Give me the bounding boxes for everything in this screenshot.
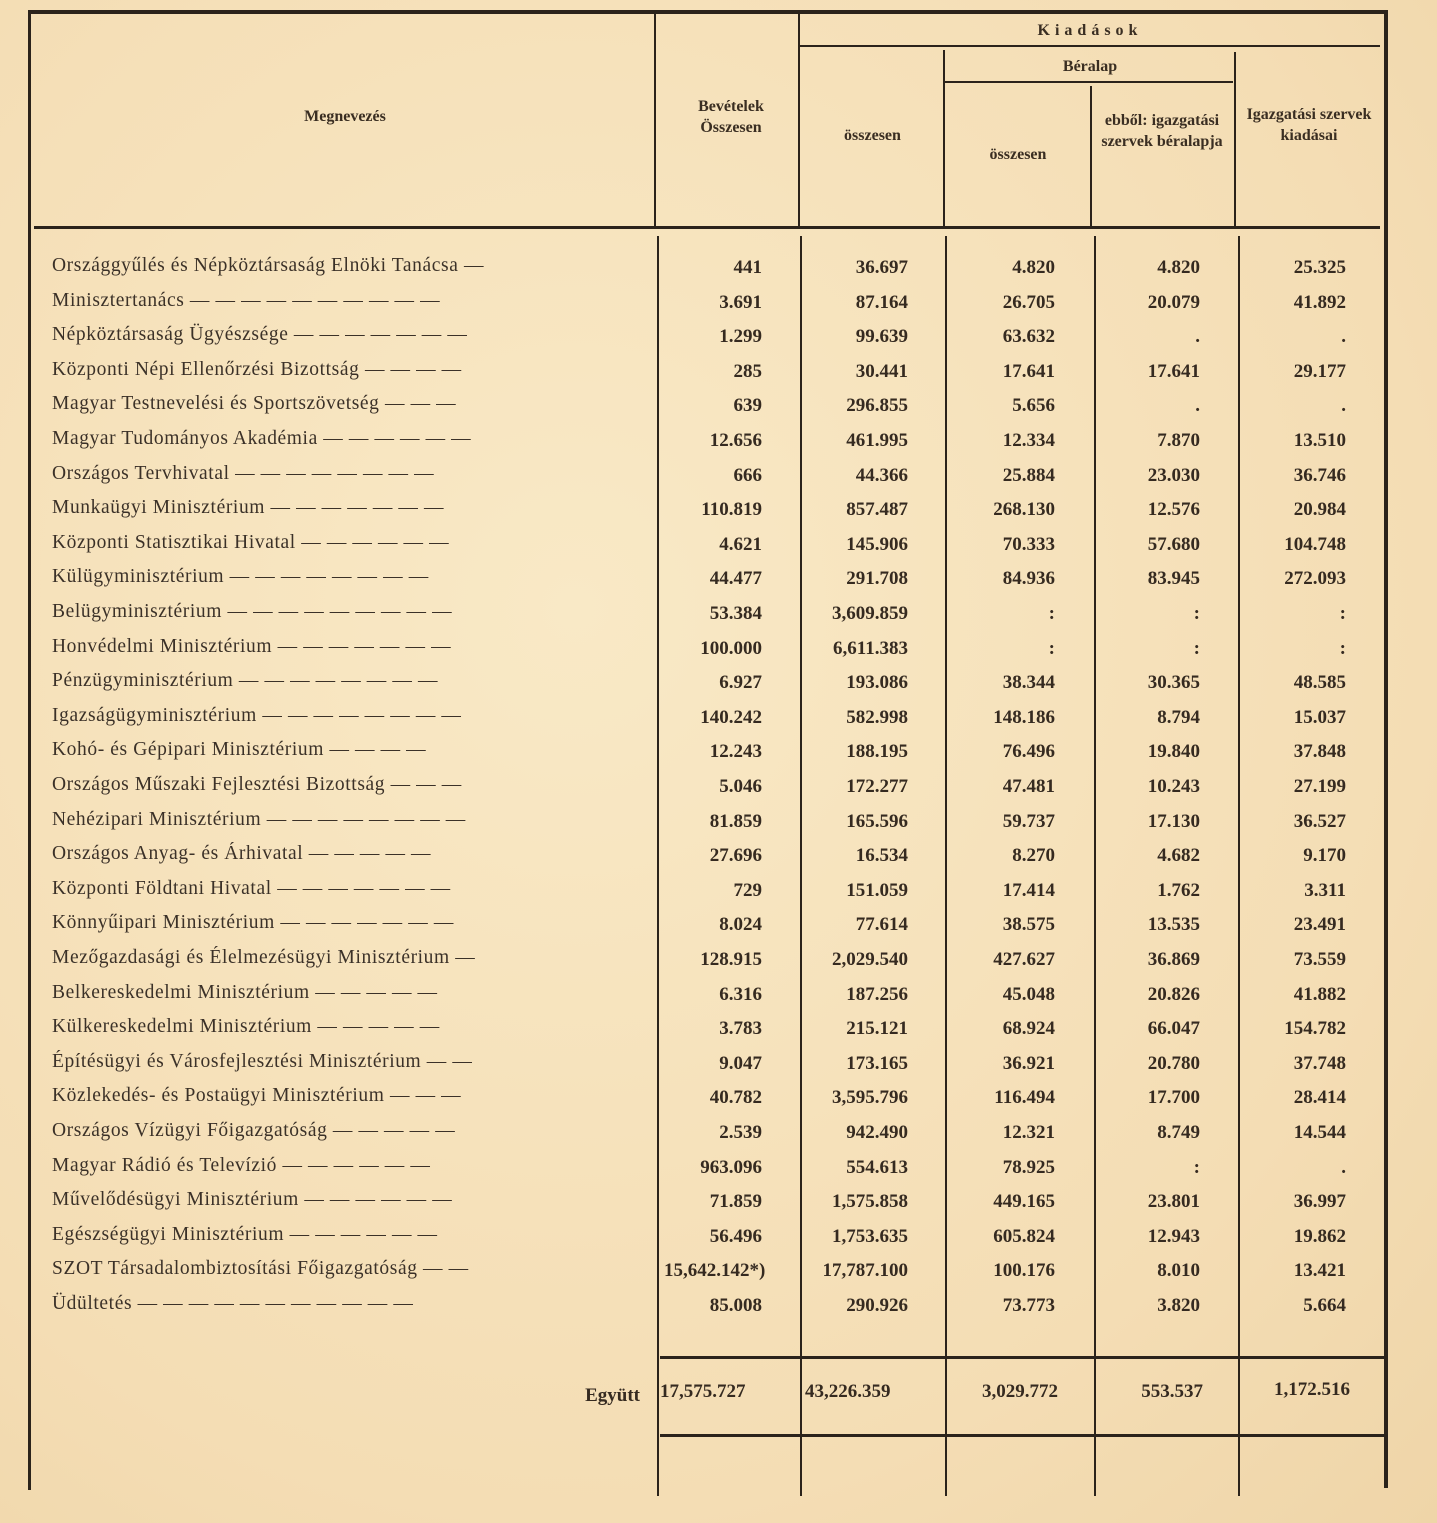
row-name: Magyar Tudományos Akadémia — — — — — —: [52, 428, 472, 449]
cell-exp-total: 30.441: [855, 360, 908, 382]
cell-admin-exp: .: [1341, 326, 1346, 348]
cell-revenue: 2.539: [719, 1122, 762, 1143]
cell-wage-admin: :: [1193, 1156, 1200, 1178]
cell-admin-exp: 15.037: [1293, 706, 1346, 728]
header-expenditures-group: Kiadások: [1037, 22, 1143, 39]
cell-admin-exp: 48.585: [1293, 672, 1346, 694]
cell-exp-total: 99.639: [855, 326, 908, 348]
col-divider-1b: [657, 236, 659, 1496]
cell-wage-admin: 23.801: [1147, 1191, 1200, 1213]
cell-exp-total: 36.697: [855, 257, 908, 278]
cell-wage-total: 8.270: [1012, 845, 1055, 867]
cell-wage-total: 427.627: [993, 949, 1055, 970]
cell-wage-admin: 57.680: [1147, 533, 1200, 555]
row-name: Igazságügyminisztérium — — — — — — — —: [52, 704, 462, 726]
cell-admin-exp: 36.997: [1293, 1191, 1346, 1213]
cell-revenue: 81.859: [709, 810, 762, 832]
cell-wage-admin: 4.682: [1157, 845, 1200, 867]
cell-revenue: 56.496: [709, 1225, 762, 1247]
header-wage-fund-admin: ebből: igazgatási szervek béralapja: [1101, 112, 1223, 150]
header-admin-expenditures: Igazgatási szervek kiadásai: [1246, 106, 1372, 144]
cell-revenue: 441: [733, 257, 762, 278]
cell-revenue: 44.477: [709, 568, 762, 590]
cell-exp-total: 2,029.540: [832, 949, 908, 970]
col-divider-3b: [945, 236, 947, 1496]
cell-revenue: 1.299: [719, 326, 762, 348]
cell-revenue: 285: [733, 360, 762, 382]
row-name: Kohó- és Gépipari Minisztérium — — — —: [52, 739, 427, 761]
cell-revenue: 15,642.142*): [664, 1260, 766, 1282]
cell-admin-exp: 41.882: [1293, 983, 1346, 1005]
cell-wage-total: 70.333: [1002, 533, 1055, 555]
cell-wage-total: 38.575: [1002, 914, 1055, 936]
cell-wage-admin: 12.943: [1147, 1225, 1200, 1247]
cell-admin-exp: 36.527: [1293, 810, 1346, 832]
cell-wage-total: 84.936: [1002, 568, 1055, 590]
beralap-underline: [945, 81, 1233, 83]
cell-wage-total: 26.705: [1002, 291, 1055, 313]
cell-exp-total: 87.164: [855, 291, 908, 313]
cell-exp-total: 77.614: [855, 914, 908, 936]
row-name: Belügyminisztérium — — — — — — — — —: [52, 601, 453, 622]
total-revenue: 17,575.727: [660, 1381, 746, 1402]
row-name: Magyar Testnevelési és Sportszövetség — — —: [52, 393, 457, 415]
cell-revenue: 963.096: [700, 1156, 762, 1178]
cell-exp-total: 1,753.635: [832, 1225, 908, 1247]
cell-wage-total: 17.641: [1002, 360, 1055, 382]
cell-admin-exp: 27.199: [1293, 776, 1346, 797]
cell-exp-total: 296.855: [846, 395, 908, 417]
cell-exp-total: 942.490: [846, 1122, 908, 1143]
cell-exp-total: 187.256: [846, 983, 908, 1005]
row-name: Nehézipari Minisztérium — — — — — — — —: [52, 808, 466, 830]
cell-revenue: 729: [733, 879, 762, 901]
row-name: Munkaügyi Minisztérium — — — — — — —: [52, 497, 445, 519]
row-name: SZOT Társadalombiztosítási Főigazgatóság — —: [52, 1258, 469, 1280]
header-bottom-rule: [34, 226, 1380, 229]
cell-admin-exp: 19.862: [1293, 1225, 1346, 1247]
row-name: Könnyűipari Minisztérium — — — — — — —: [52, 912, 454, 934]
cell-wage-total: 38.344: [1002, 672, 1055, 694]
col-divider-5b: [1238, 236, 1240, 1496]
row-name: Minisztertanács — — — — — — — — — —: [52, 289, 441, 311]
cell-admin-exp: 3.311: [1304, 879, 1346, 901]
cell-exp-total: 188.195: [846, 741, 908, 763]
row-name: Központi Statisztikai Hivatal — — — — — —: [52, 531, 450, 553]
cell-wage-admin: 23.030: [1147, 464, 1200, 486]
cell-admin-exp: 5.664: [1303, 1295, 1346, 1316]
cell-exp-total: 17,787.100: [822, 1260, 908, 1282]
total-top-rule: [660, 1356, 1386, 1359]
cell-wage-admin: 17.130: [1147, 810, 1200, 832]
cell-wage-admin: .: [1195, 395, 1200, 417]
cell-wage-total: 4.820: [1012, 257, 1055, 278]
row-name: Külkereskedelmi Minisztérium — — — — —: [52, 1016, 440, 1038]
cell-wage-total: :: [1048, 603, 1055, 624]
cell-exp-total: 3,609.859: [832, 603, 908, 624]
cell-wage-total: 73.773: [1002, 1295, 1055, 1316]
cell-revenue: 6.316: [719, 983, 762, 1005]
cell-exp-total: 461.995: [846, 430, 908, 451]
cell-exp-total: 172.277: [846, 776, 908, 797]
cell-wage-admin: 8.010: [1157, 1260, 1200, 1282]
cell-wage-admin: 13.535: [1147, 914, 1200, 936]
row-name: Egészségügyi Minisztérium — — — — — —: [52, 1223, 438, 1245]
cell-wage-total: 36.921: [1002, 1052, 1055, 1074]
header-wage-fund-total: összesen: [989, 146, 1047, 163]
cell-exp-total: 145.906: [846, 533, 908, 555]
cell-admin-exp: 73.559: [1293, 949, 1346, 970]
cell-wage-admin: 4.820: [1157, 257, 1200, 278]
cell-admin-exp: 104.748: [1284, 533, 1346, 555]
cell-exp-total: 290.926: [846, 1295, 908, 1316]
cell-wage-total: 45.048: [1002, 983, 1055, 1005]
cell-admin-exp: :: [1339, 603, 1346, 624]
cell-admin-exp: 28.414: [1293, 1087, 1346, 1109]
cell-wage-total: 12.334: [1002, 430, 1055, 451]
cell-exp-total: 291.708: [846, 568, 908, 590]
total-wage-total: 3,029.772: [982, 1381, 1058, 1402]
cell-exp-total: 1,575.858: [832, 1191, 908, 1213]
row-name: Üdültetés — — — — — — — — — — —: [52, 1293, 414, 1314]
cell-wage-total: 605.824: [993, 1225, 1055, 1247]
kiadasok-underline: [800, 45, 1380, 47]
cell-wage-total: 59.737: [1002, 810, 1055, 832]
cell-wage-admin: 8.794: [1157, 706, 1200, 728]
row-name: Országos Tervhivatal — — — — — — — —: [52, 462, 435, 484]
cell-admin-exp: 29.177: [1293, 360, 1346, 382]
cell-revenue: 12.243: [709, 741, 762, 763]
cell-admin-exp: 37.848: [1293, 741, 1346, 763]
cell-wage-admin: 30.365: [1147, 672, 1200, 694]
cell-wage-total: 148.186: [993, 706, 1055, 728]
table-top-border: [28, 10, 1386, 14]
cell-exp-total: 554.613: [846, 1156, 908, 1178]
header-name: Megnevezés: [304, 108, 386, 125]
col-divider-1: [654, 14, 656, 226]
total-exp-total: 43,226.359: [805, 1381, 891, 1402]
cell-revenue: 53.384: [709, 603, 762, 624]
cell-revenue: 40.782: [709, 1087, 762, 1109]
cell-wage-admin: 19.840: [1147, 741, 1200, 763]
cell-revenue: 3.691: [719, 291, 762, 313]
cell-revenue: 4.621: [719, 533, 762, 555]
cell-exp-total: 193.086: [846, 672, 908, 694]
cell-wage-admin: 36.869: [1147, 949, 1200, 970]
cell-wage-total: :: [1048, 637, 1055, 659]
row-name: Országos Anyag- és Árhivatal — — — — —: [52, 843, 432, 865]
cell-wage-total: 68.924: [1002, 1018, 1055, 1040]
cell-wage-total: 5.656: [1012, 395, 1055, 417]
row-name: Külügyminisztérium — — — — — — — —: [52, 566, 429, 588]
cell-wage-admin: 8.749: [1157, 1122, 1200, 1143]
cell-revenue: 140.242: [700, 706, 762, 728]
cell-admin-exp: 154.782: [1284, 1018, 1346, 1040]
cell-admin-exp: .: [1341, 1156, 1346, 1178]
cell-wage-admin: 1.762: [1157, 879, 1200, 901]
row-name: Országos Műszaki Fejlesztési Bizottság — — —: [52, 774, 462, 795]
cell-revenue: 666: [733, 464, 762, 486]
row-name: Mezőgazdasági és Élelmezésügyi Minisztérium —: [52, 947, 476, 968]
cell-wage-admin: 17.641: [1147, 360, 1200, 382]
cell-wage-admin: 7.870: [1157, 430, 1200, 451]
col-divider-4b: [1094, 236, 1096, 1496]
cell-revenue: 12.656: [709, 430, 762, 451]
cell-wage-total: 116.494: [994, 1087, 1055, 1109]
row-name: Országgyűlés és Népköztársaság Elnöki Tanácsa —: [52, 255, 485, 276]
cell-exp-total: 173.165: [846, 1052, 908, 1074]
cell-admin-exp: 37.748: [1293, 1052, 1346, 1074]
cell-wage-total: 12.321: [1002, 1122, 1055, 1143]
cell-exp-total: 16.534: [855, 845, 908, 867]
cell-wage-total: 17.414: [1002, 879, 1055, 901]
cell-wage-total: 268.130: [993, 499, 1055, 521]
cell-exp-total: 44.366: [855, 464, 908, 486]
cell-wage-admin: .: [1195, 326, 1200, 348]
cell-revenue: 6.927: [719, 672, 762, 694]
cell-admin-exp: 36.746: [1293, 464, 1346, 486]
cell-revenue: 5.046: [719, 776, 762, 797]
total-admin-exp: 1,172.516: [1274, 1379, 1350, 1400]
cell-admin-exp: 25.325: [1293, 257, 1346, 278]
cell-admin-exp: 272.093: [1284, 568, 1346, 590]
cell-wage-admin: 20.079: [1147, 291, 1200, 313]
cell-exp-total: 151.059: [846, 879, 908, 901]
cell-wage-admin: 83.945: [1147, 568, 1200, 590]
cell-exp-total: 3,595.796: [832, 1087, 908, 1109]
row-name: Magyar Rádió és Televízió — — — — — —: [52, 1154, 431, 1176]
cell-wage-admin: 20.826: [1147, 983, 1200, 1005]
cell-exp-total: 165.596: [846, 810, 908, 832]
cell-wage-admin: 20.780: [1147, 1052, 1200, 1074]
row-name: Pénzügyminisztérium — — — — — — — —: [52, 670, 439, 692]
row-name: Belkereskedelmi Minisztérium — — — — —: [52, 981, 438, 1003]
row-name: Honvédelmi Minisztérium — — — — — — —: [52, 635, 452, 657]
table-left-border: [28, 10, 31, 1490]
total-bottom-rule: [660, 1434, 1386, 1437]
cell-wage-admin: 12.576: [1147, 499, 1200, 521]
cell-exp-total: 857.487: [846, 499, 908, 521]
cell-wage-total: 100.176: [993, 1260, 1055, 1282]
cell-admin-exp: 14.544: [1293, 1122, 1346, 1143]
cell-revenue: 3.783: [719, 1018, 762, 1040]
cell-admin-exp: 13.510: [1293, 430, 1346, 451]
row-name: Népköztársaság Ügyészsége — — — — — — —: [52, 324, 468, 346]
cell-wage-admin: :: [1193, 603, 1200, 624]
cell-exp-total: 582.998: [846, 706, 908, 728]
cell-wage-admin: :: [1193, 637, 1200, 659]
cell-wage-total: 47.481: [1002, 776, 1055, 797]
cell-revenue: 110.819: [701, 499, 762, 521]
cell-revenue: 71.859: [709, 1191, 762, 1213]
cell-admin-exp: 9.170: [1303, 845, 1346, 867]
cell-wage-total: 25.884: [1002, 464, 1055, 486]
cell-wage-admin: 3.820: [1157, 1295, 1200, 1316]
cell-admin-exp: :: [1339, 637, 1346, 659]
cell-revenue: 8.024: [719, 914, 762, 936]
cell-admin-exp: 13.421: [1293, 1260, 1346, 1282]
cell-exp-total: 6,611.383: [833, 637, 908, 659]
cell-revenue: 639: [733, 395, 762, 417]
cell-admin-exp: 20.984: [1293, 499, 1346, 521]
cell-wage-total: 63.632: [1002, 326, 1055, 348]
col-divider-5: [1234, 52, 1236, 226]
table-right-border: [1384, 10, 1388, 1488]
row-name: Országos Vízügyi Főigazgatóság — — — — —: [52, 1120, 456, 1141]
cell-wage-total: 76.496: [1002, 741, 1055, 763]
row-name: Művelődésügyi Minisztérium — — — — — —: [52, 1189, 453, 1211]
cell-wage-total: 449.165: [993, 1191, 1055, 1213]
header-revenue-total: Bevételek Összesen: [698, 98, 764, 136]
total-label: Együtt: [585, 1385, 640, 1406]
cell-wage-admin: 17.700: [1147, 1087, 1200, 1109]
cell-wage-admin: 10.243: [1147, 776, 1200, 797]
cell-wage-total: 78.925: [1002, 1156, 1055, 1178]
cell-exp-total: 215.121: [846, 1018, 908, 1040]
cell-revenue: 9.047: [719, 1052, 762, 1074]
header-expenditures-total: összesen: [844, 127, 901, 144]
cell-admin-exp: 41.892: [1293, 291, 1346, 313]
cell-admin-exp: 23.491: [1293, 914, 1346, 936]
row-name: Központi Földtani Hivatal — — — — — — —: [52, 877, 451, 899]
row-name: Építésügyi és Városfejlesztési Minisztérium — —: [52, 1050, 473, 1072]
cell-revenue: 100.000: [700, 637, 762, 659]
cell-revenue: 27.696: [709, 845, 762, 867]
row-name: Központi Népi Ellenőrzési Bizottság — — — —: [52, 358, 462, 380]
cell-admin-exp: .: [1341, 395, 1346, 417]
header-wage-fund-group: Béralap: [1062, 58, 1118, 75]
cell-revenue: 128.915: [700, 949, 762, 970]
row-name: Közlekedés- és Postaügyi Minisztérium — — —: [52, 1085, 462, 1107]
total-wage-admin: 553.537: [1141, 1381, 1203, 1402]
col-divider-2b: [800, 236, 802, 1496]
cell-wage-admin: 66.047: [1147, 1018, 1200, 1040]
cell-revenue: 85.008: [709, 1295, 762, 1316]
